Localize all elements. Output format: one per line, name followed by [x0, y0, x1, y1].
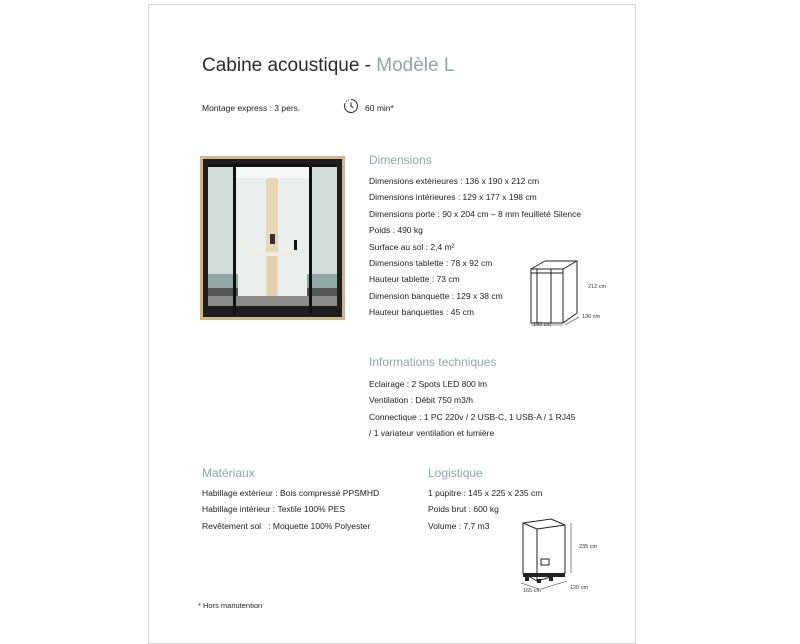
- montage-text: Montage express : 3 pers.: [202, 103, 301, 113]
- list-item: Surface au sol : 2,4 m²: [369, 241, 455, 252]
- pallet-depth-label: 120 cm: [570, 585, 589, 591]
- diagram-width-label: 190 cm: [533, 322, 552, 328]
- footnote: * Hors manutention: [198, 601, 263, 610]
- dimensions-heading: Dimensions: [369, 153, 432, 167]
- list-item: Hauteur banquettes : 45 cm: [369, 307, 474, 318]
- tech-list: [369, 376, 575, 442]
- list-item: Dimensions porte : 90 x 204 cm – 8 mm feuilleté Silence: [369, 208, 582, 219]
- materiaux-list: [202, 485, 379, 534]
- list-item: Dimensions tablette : 78 x 92 cm: [369, 257, 493, 268]
- list-item: Hauteur tablette : 73 cm: [369, 274, 460, 285]
- list-item: Poids brut : 600 kg: [428, 504, 499, 515]
- list-item: Habillage extérieur : Bois compressé PPSMHD: [202, 488, 380, 498]
- duration-text: 60 min*: [365, 103, 394, 113]
- tech-heading: Informations techniques: [369, 355, 497, 369]
- list-item: Habillage intérieur : Textile 100% PES: [202, 504, 346, 515]
- list-item: Dimensions intérieures : 129 x 177 x 198 cm: [369, 192, 537, 203]
- list-item: Dimensions extérieures : 136 x 190 x 212 cm: [369, 176, 540, 186]
- pallet-height-label: 235 cm: [579, 544, 598, 550]
- list-item: / 1 variateur ventilation et lumière: [369, 428, 495, 439]
- list-item: Eclairage : 2 Spots LED 800 lm: [369, 379, 488, 389]
- list-item: Poids : 490 kg: [369, 225, 423, 236]
- product-sheet: [148, 4, 636, 644]
- list-item: 1 pupitre : 145 x 225 x 235 cm: [428, 488, 543, 498]
- title-model: Modèle L: [376, 55, 455, 76]
- cabin-diagram: [527, 257, 583, 327]
- pallet-width-label: 165 cm: [523, 588, 542, 594]
- materiaux-heading: Matériaux: [202, 466, 255, 480]
- list-item: Connectique : 1 PC 220v / 2 USB-C, 1 USB-A / 1 RJ45: [369, 411, 576, 422]
- page-title: [202, 55, 454, 77]
- cabin-photo: [200, 156, 345, 320]
- list-item: Dimension banquette : 129 x 38 cm: [369, 290, 503, 301]
- logistique-heading: Logistique: [428, 466, 483, 480]
- diagram-depth-label: 136 cm: [582, 314, 601, 320]
- list-item: Revêtement sol : Moquette 100% Polyester: [202, 520, 371, 531]
- clock-icon: [343, 98, 359, 114]
- title-main: Cabine acoustique -: [202, 55, 377, 76]
- list-item: Ventilation : Débit 750 m3/h: [369, 395, 473, 406]
- pallet-diagram: [517, 511, 579, 591]
- diagram-height-label: 212 cm: [588, 284, 607, 290]
- list-item: Volume : 7,7 m3: [428, 520, 490, 531]
